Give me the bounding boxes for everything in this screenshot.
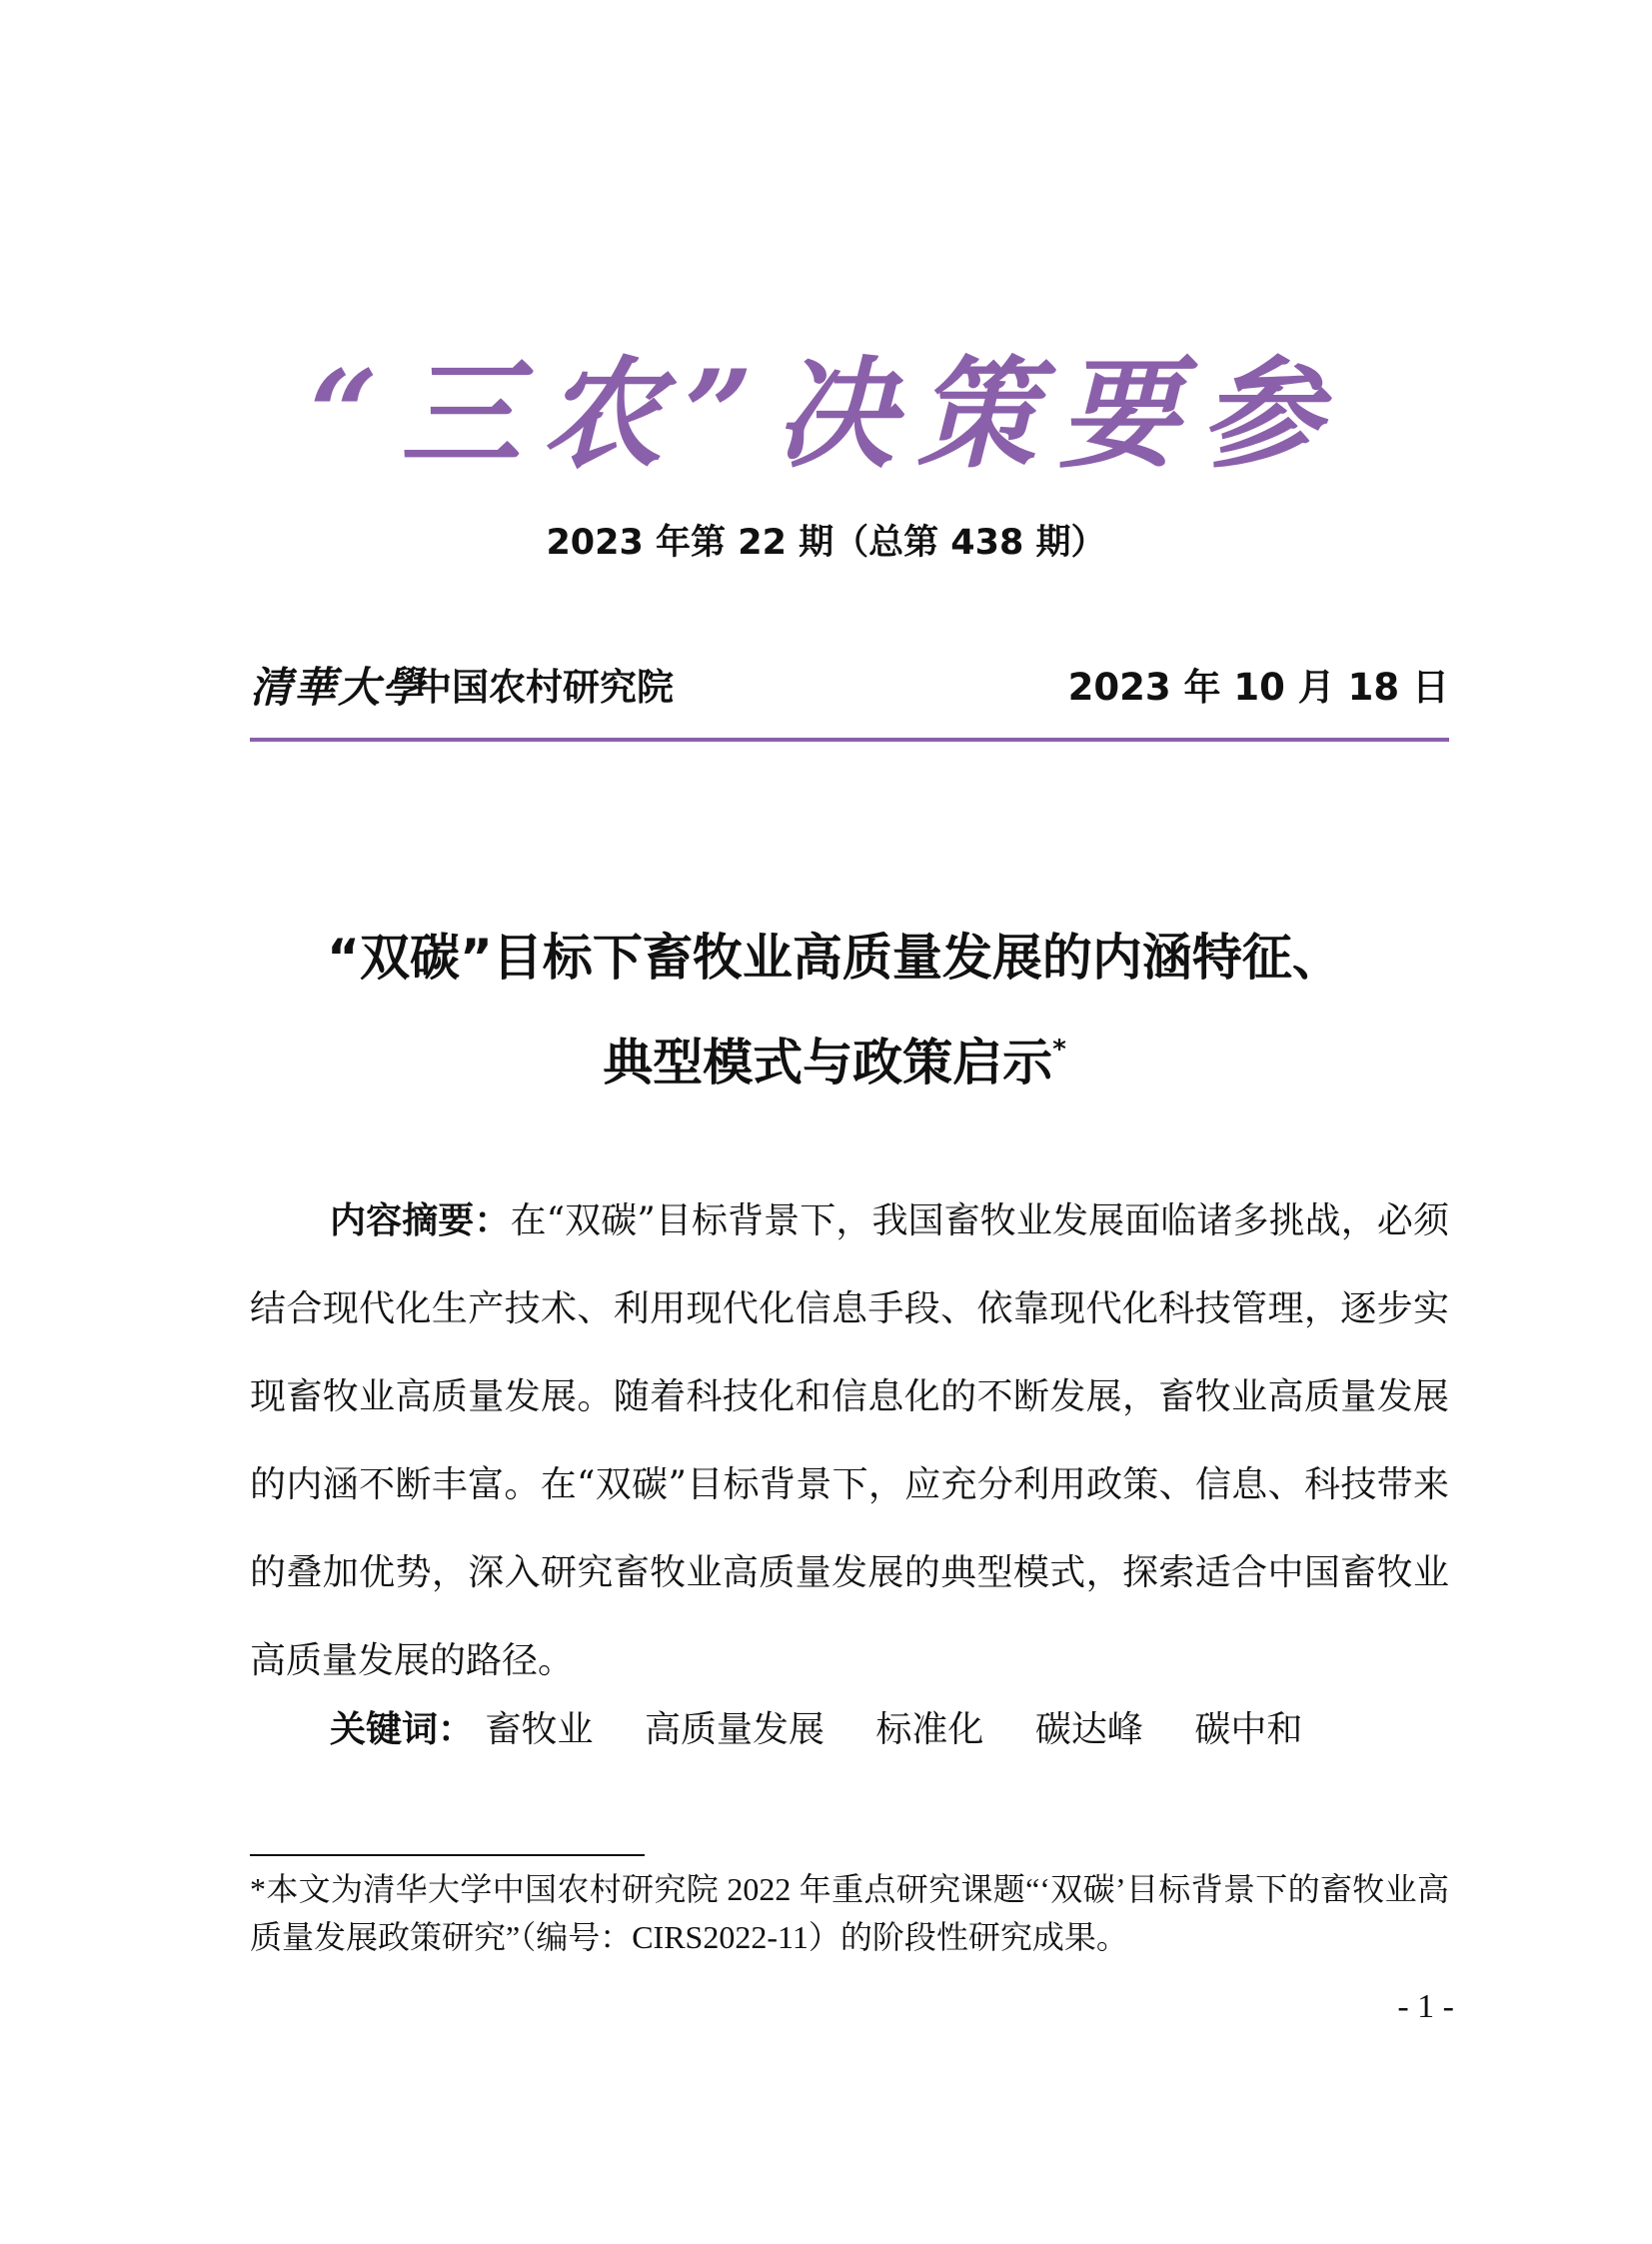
abstract-text: 在“双碳”目标背景下，我国畜牧业发展面临诸多挑战，必须结合现代化生产技术、利用现代化信息手段、依靠现代化科技管理，逐步实现畜牧业高质量发展。随着科技化和信息化的不断发展，畜牧业高质量发展的内涵不断丰富。在“双碳”目标背景下，应充分利用政策、信息、科技带来的叠加优势，深入研究畜牧业高质量发展的典型模式，探索适合中国畜牧业高质量发展的路径。 <box>250 1200 1449 1681</box>
keyword: 碳中和 <box>1194 1709 1303 1750</box>
tsinghua-logo: 清華大學 <box>250 663 427 712</box>
keywords-line <box>330 1695 1449 1765</box>
publication-date: 2023 年 10 月 18 日 <box>1067 666 1449 709</box>
footnote-marker: * <box>1052 1035 1066 1065</box>
issue-number: 2023 年第 22 期（总第 438 期） <box>546 523 1106 563</box>
abstract-paragraph <box>250 1177 1449 1705</box>
keyword: 畜牧业 <box>485 1709 594 1750</box>
page-number: - 1 - <box>1397 1988 1454 2025</box>
abstract-label: 内容摘要： <box>330 1200 511 1241</box>
footnote-divider <box>250 1854 645 1856</box>
masthead-title: “三农”决策要参 <box>309 344 1343 485</box>
keywords-label: 关键词： <box>330 1709 475 1750</box>
organization-name: 中国农村研究院 <box>415 666 674 709</box>
article-title <box>220 912 1449 1109</box>
keyword: 标准化 <box>875 1709 984 1750</box>
header-divider <box>250 738 1449 742</box>
footnote: *本文为清华大学中国农村研究院 2022 年重点研究课题“‘双碳’目标背景下的畜牧业高质量发展政策研究”（编号：CIRS2022-11）的阶段性研究成果。 <box>250 1871 1449 1955</box>
title-line-2 <box>220 1004 1449 1109</box>
keyword: 高质量发展 <box>644 1709 825 1750</box>
keyword: 碳达峰 <box>1034 1709 1143 1750</box>
title-line-1: “双碳”目标下畜牧业高质量发展的内涵特征、 <box>327 929 1342 987</box>
organization-row <box>250 660 1449 716</box>
title-line-2-text: 典型模式与政策启示 <box>603 1034 1053 1092</box>
